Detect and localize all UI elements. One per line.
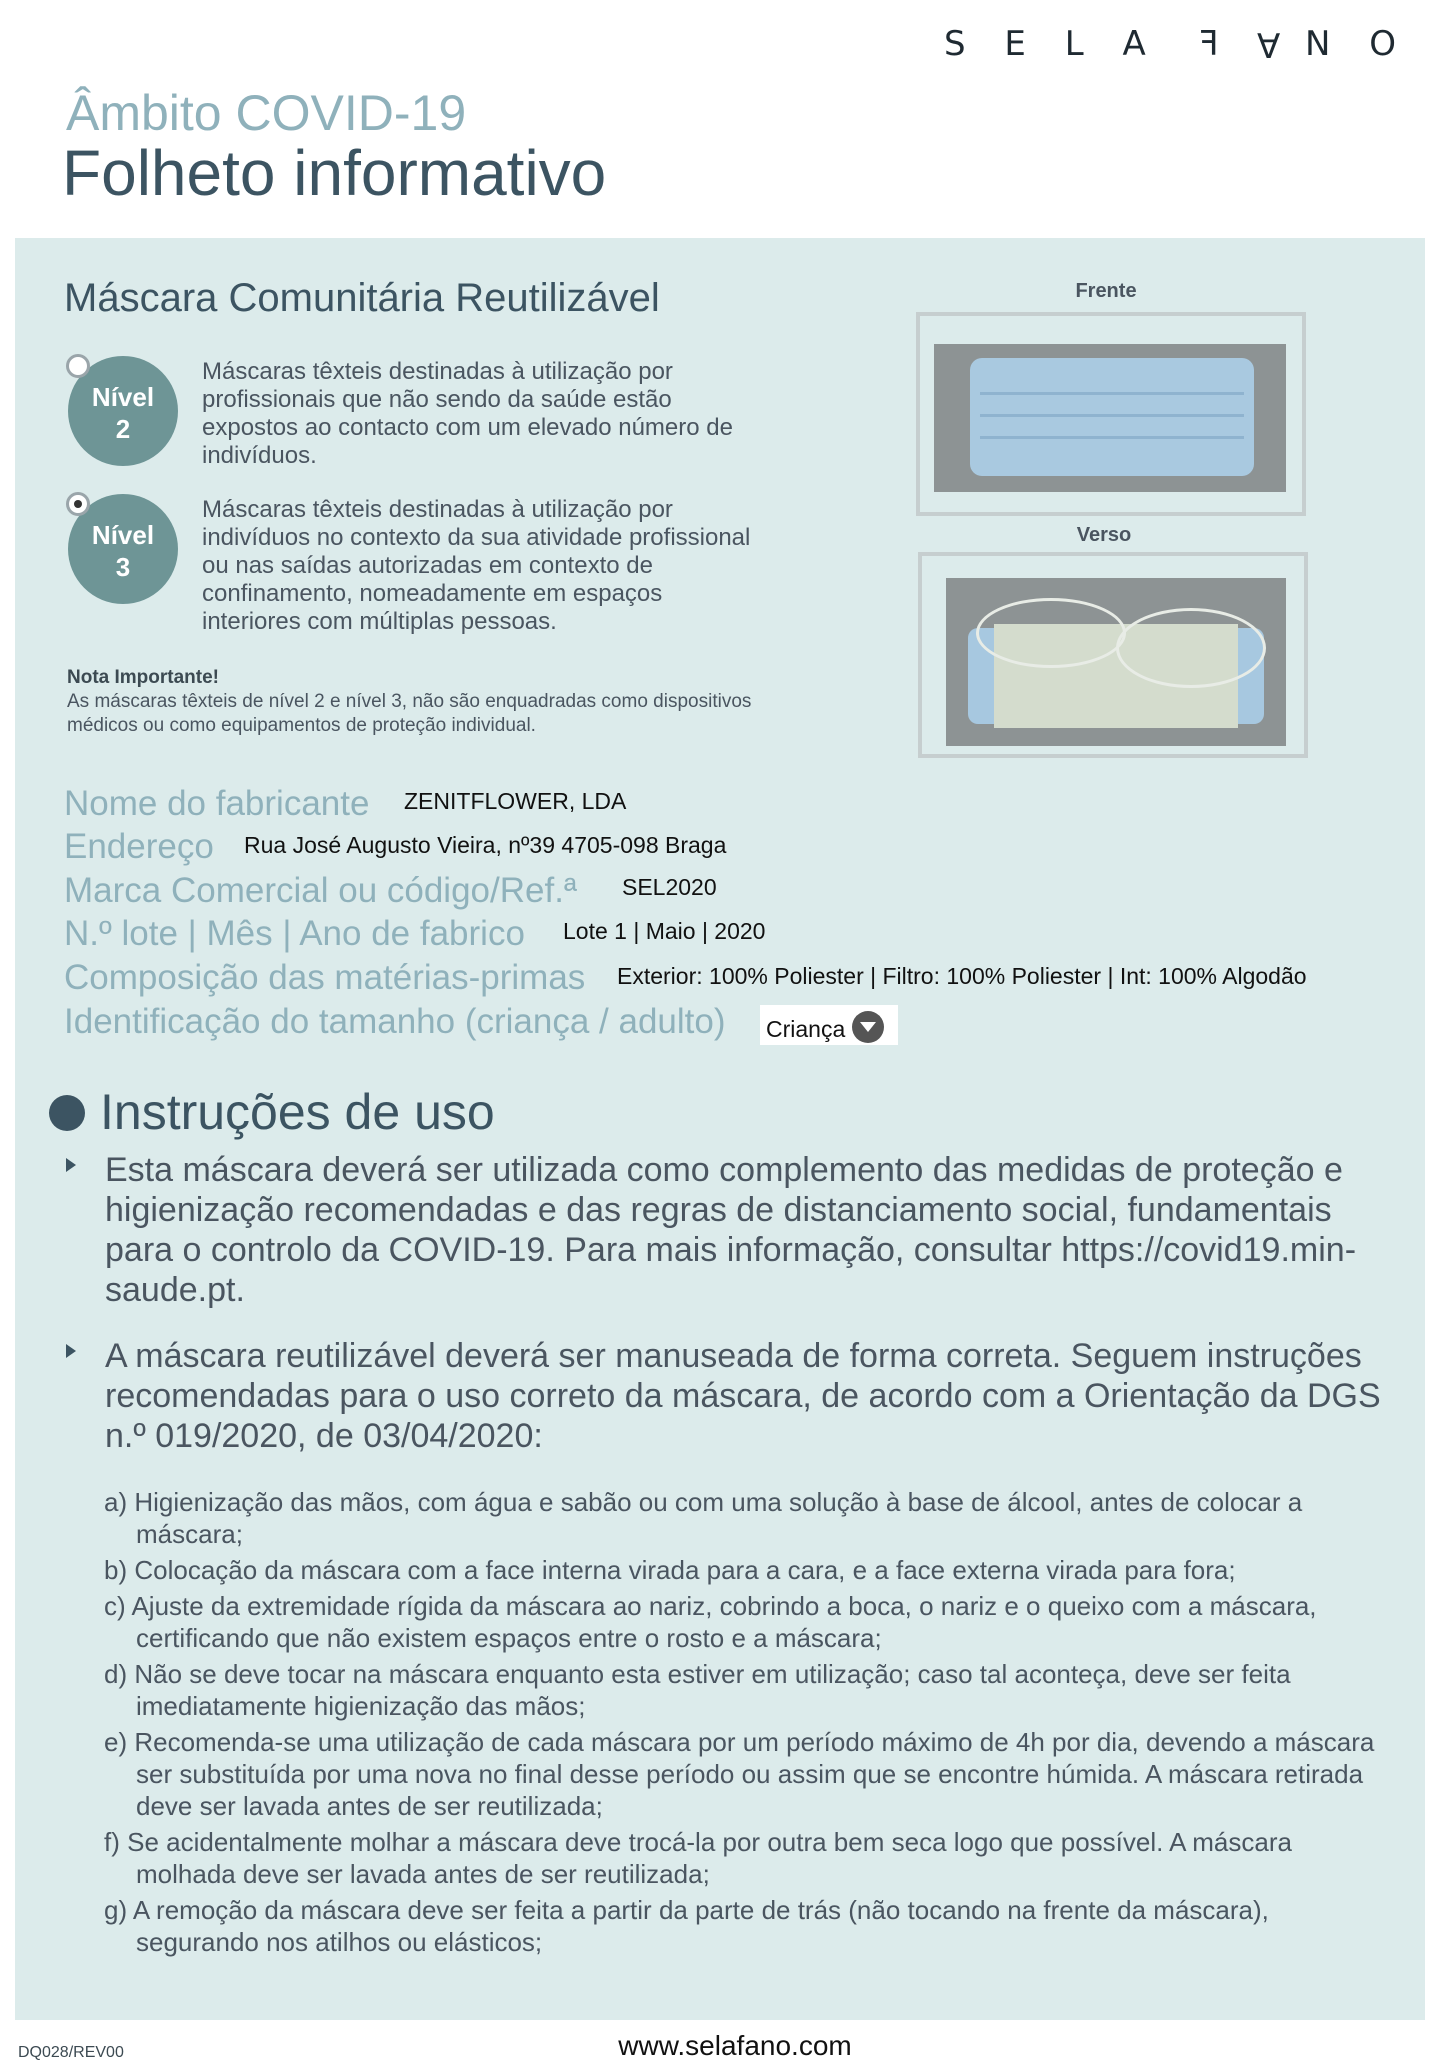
back-photo-frame — [918, 552, 1308, 758]
triangle-bullet-icon — [66, 1344, 76, 1358]
field-composition — [64, 958, 585, 998]
front-photo-frame — [916, 312, 1306, 516]
step-d: d) Não se deve tocar na máscara enquanto esta estiver em utilização; caso tal aconteça, deve ser feita imediatamente higienização das mãos; — [104, 1659, 1291, 1721]
field-lot — [64, 914, 525, 954]
triangle-bullet-icon — [66, 1158, 76, 1172]
level-2-label: Nível — [91, 382, 155, 412]
step-b: b) Colocação da máscara com a face interna virada para a cara, e a face externa virada para fora; — [104, 1555, 1236, 1585]
level-3-label: Nível — [91, 520, 155, 550]
mask-strap-right — [1116, 608, 1266, 688]
level-3-radio[interactable] — [66, 492, 90, 516]
field-composition-label: Composição das matérias-primas — [64, 958, 586, 997]
field-manufacturer-label: Nome do fabricante — [64, 784, 370, 823]
field-address-label: Endereço — [64, 827, 214, 866]
page-subtitle: Âmbito COVID-19 — [66, 85, 467, 141]
step-g: g) A remoção da máscara deve ser feita a partir da parte de trás (não tocando na frente da máscara), segurando nos atilhos ou elásticos; — [104, 1895, 1269, 1957]
level-2-radio[interactable] — [66, 354, 90, 378]
size-dropdown-value: Criança — [766, 1016, 846, 1042]
instruction-steps — [104, 1486, 1394, 1962]
field-brand-label: Marca Comercial ou código/Ref.ª — [64, 871, 577, 910]
back-label: Verso — [1076, 524, 1132, 546]
back-mask-photo — [946, 578, 1286, 746]
step-c: c) Ajuste da extremidade rígida da máscara ao nariz, cobrindo a boca, o nariz e o queixo com a máscara, certificando que não existem espaços entre o rosto e a máscara; — [104, 1591, 1317, 1653]
field-manufacturer — [64, 784, 369, 824]
chevron-down-icon[interactable] — [852, 1011, 884, 1043]
field-size — [64, 1002, 726, 1042]
mask-strap-left — [976, 598, 1126, 668]
instruction-bullet-2 — [66, 1336, 1386, 1456]
level-2-description: Máscaras têxteis destinadas à utilização por profissionais que não sendo da saúde estão expostos ao contacto com um elevado número de indivíduos. — [202, 358, 733, 469]
instruction-bullet-1-text: Esta máscara deverá ser utilizada como complemento das medidas de proteção e higienização recomendadas e das regras de distanciamento social, fundamentais para o controlo da COVID-19. Para mais informação, consultar https://covid19.min-saude.pt. — [105, 1151, 1357, 1309]
brand-logo: S E L A F A N O — [944, 24, 1410, 64]
field-size-label: Identificação do tamanho (criança / adulto) — [64, 1002, 726, 1041]
step-a: a) Higienização das mãos, com água e sabão ou com uma solução à base de álcool, antes de colocar a máscara; — [104, 1487, 1303, 1549]
mask-title: Máscara Comunitária Reutilizável — [64, 276, 660, 320]
level-3-description: Máscaras têxteis destinadas à utilização por indivíduos no contexto da sua atividade profissional ou nas saídas autorizadas em contexto de confinamento, nomeadamente em espaços interiores com múltiplas pessoas. — [202, 496, 751, 635]
field-lot-label: N.º lote | Mês | Ano de fabrico — [64, 914, 525, 953]
level-3-option[interactable] — [60, 494, 760, 644]
page-title: Folheto informativo — [62, 137, 607, 209]
section-bullet-icon — [49, 1095, 85, 1131]
important-note — [67, 666, 767, 738]
note-text: As máscaras têxteis de nível 2 e nível 3, não são enquadradas como dispositivos médicos ou como equipamentos de proteção individual. — [67, 691, 752, 736]
note-title: Nota Importante! — [67, 667, 219, 688]
document-code: DQ028/REV00 — [18, 2044, 124, 2061]
level-2-number: 2 — [115, 414, 131, 444]
field-address — [64, 827, 214, 867]
field-composition-value: Exterior: 100% Poliester | Filtro: 100% Poliester | Int: 100% Algodão — [617, 963, 1307, 989]
size-dropdown[interactable] — [760, 1005, 898, 1045]
instruction-bullet-2-text: A máscara reutilizável deverá ser manuseada de forma correta. Seguem instruções recomendadas para o uso correto da máscara, de acordo com a Orientação da DGS n.º 019/2020, de 03/04/2020: — [105, 1337, 1381, 1455]
field-lot-value: Lote 1 | Maio | 2020 — [563, 918, 766, 944]
step-f: f) Se acidentalmente molhar a máscara deve trocá-la por outra bem seca logo que possível. A máscara molhada deve ser lavada antes de ser reutilizada; — [104, 1827, 1292, 1889]
field-brand — [64, 871, 577, 911]
front-mask-photo — [934, 344, 1286, 492]
level-3-number: 3 — [115, 552, 131, 582]
level-2-option[interactable] — [60, 356, 760, 476]
website-link[interactable]: www.selafano.com — [600, 2026, 870, 2064]
field-address-value: Rua José Augusto Vieira, nº39 4705-098 Braga — [244, 832, 727, 858]
front-label: Frente — [1075, 280, 1137, 302]
instructions-title: Instruções de uso — [100, 1084, 495, 1140]
instruction-bullet-1 — [66, 1150, 1386, 1310]
mask-front-shape — [970, 358, 1254, 476]
field-brand-value: SEL2020 — [622, 874, 717, 900]
step-e: e) Recomenda-se uma utilização de cada máscara por um período máximo de 4h por dia, devendo a máscara ser substituída por uma nova no final desse período ou assim que se encontre húmida. A máscara retirada deve ser lavada antes de ser reutilizada; — [104, 1727, 1375, 1821]
field-manufacturer-value: ZENITFLOWER, LDA — [404, 788, 627, 814]
